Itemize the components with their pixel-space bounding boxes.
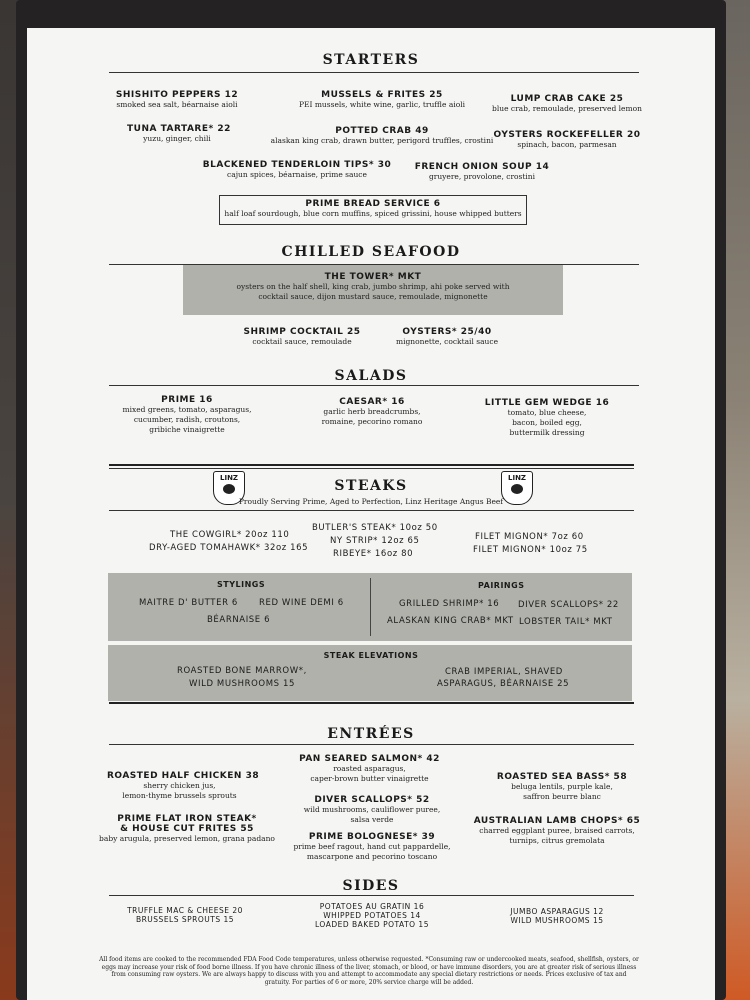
menu-item: MUSSELS & FRITES 25 PEI mussels, white wine, garlic, truffle aioli xyxy=(298,90,466,109)
styling-item: BÉARNAISE 6 xyxy=(207,615,271,625)
steak-item: FILET MIGNON* 10oz 75 xyxy=(473,545,588,555)
menu-item: CAESAR* 16 garlic herb breadcrumbs, romaine, pecorino romano xyxy=(321,397,423,426)
styling-item: MAITRE D' BUTTER 6 xyxy=(139,598,238,608)
elevation-item: ASPARAGUS, BÉARNAISE 25 xyxy=(437,679,570,689)
steak-item: BUTLER'S STEAK* 10oz 50 xyxy=(312,523,438,533)
pairing-item: GRILLED SHRIMP* 16 xyxy=(399,599,500,609)
sides-column: POTATOES AU GRATIN 16 WHIPPED POTATOES 14 LOADED BAKED POTATO 15 xyxy=(315,902,429,929)
steak-elevations-heading: STEAK ELEVATIONS xyxy=(323,651,419,660)
stylings-heading: STYLINGS xyxy=(217,580,266,589)
divider xyxy=(109,464,634,466)
steaks-heading: STEAKS xyxy=(334,478,408,494)
menu-item: LITTLE GEM WEDGE 16 tomato, blue cheese, bacon, boiled egg, buttermilk dressing xyxy=(484,398,610,437)
linz-badge-right: LINZ xyxy=(501,471,533,505)
chilled-seafood-heading: CHILLED SEAFOOD xyxy=(281,244,461,260)
menu-item: OYSTERS ROCKEFELLER 20 spinach, bacon, parmesan xyxy=(493,130,641,149)
menu-item: ROASTED HALF CHICKEN 38 sherry chicken jus, lemon-thyme brussels sprouts xyxy=(107,771,260,800)
styling-item: RED WINE DEMI 6 xyxy=(259,598,344,608)
menu-item: LUMP CRAB CAKE 25 blue crab, remoulade, preserved lemon xyxy=(492,94,642,113)
divider xyxy=(109,744,634,745)
pairing-item: DIVER SCALLOPS* 22 xyxy=(518,600,619,610)
sides-column: TRUFFLE MAC & CHEESE 20 BRUSSELS SPROUTS 15 xyxy=(127,906,243,924)
steak-item: NY STRIP* 12oz 65 xyxy=(330,536,420,546)
steak-item: FILET MIGNON* 7oz 60 xyxy=(475,532,584,542)
pairing-item: ALASKAN KING CRAB* MKT xyxy=(387,616,514,626)
divider xyxy=(109,702,634,704)
menu-item: TUNA TARTARE* 22 yuzu, ginger, chili xyxy=(127,124,231,143)
linz-badge-left: LINZ xyxy=(213,471,245,505)
menu-item: AUSTRALIAN LAMB CHOPS* 65 charred eggplant puree, braised carrots, turnips, citrus gremolata xyxy=(473,816,641,845)
bread-service-box: PRIME BREAD SERVICE 6 half loaf sourdough, blue corn muffins, spiced grissini, house whipped butters xyxy=(219,195,527,225)
menu-item: SHRIMP COCKTAIL 25 cocktail sauce, remoulade xyxy=(243,327,361,346)
salads-heading: SALADS xyxy=(334,368,408,384)
menu-item: POTTED CRAB 49 alaskan king crab, drawn butter, perigord truffles, crostini xyxy=(270,126,494,145)
elevation-item: CRAB IMPERIAL, SHAVED xyxy=(445,667,563,677)
sides-column: JUMBO ASPARAGUS 12 WILD MUSHROOMS 15 xyxy=(510,907,604,925)
divider xyxy=(370,578,371,636)
menu-item: FRENCH ONION SOUP 14 gruyere, provolone, crostini xyxy=(414,162,550,181)
steak-item: THE COWGIRL* 20oz 110 xyxy=(170,530,290,540)
menu-item: BLACKENED TENDERLOIN TIPS* 30 cajun spices, béarnaise, prime sauce xyxy=(202,160,392,179)
menu-item: DIVER SCALLOPS* 52 wild mushrooms, cauliflower puree, salsa verde xyxy=(303,795,441,824)
menu-item: SHISHITO PEPPERS 12 smoked sea salt, béarnaise aioli xyxy=(115,90,239,109)
menu-item: ROASTED SEA BASS* 58 beluga lentils, purple kale, saffron beurre blanc xyxy=(496,772,628,801)
menu-item: PRIME FLAT IRON STEAK* & HOUSE CUT FRITES 55 baby arugula, preserved lemon, grana padano xyxy=(99,814,275,843)
menu-item: PRIME 16 mixed greens, tomato, asparagus, cucumber, radish, croutons, gribiche vinaigrette xyxy=(122,395,252,434)
divider xyxy=(109,72,639,73)
menu-page xyxy=(27,28,715,1000)
menu-item: PAN SEARED SALMON* 42 roasted asparagus, caper-brown butter vinaigrette xyxy=(299,754,440,783)
menu-item: OYSTERS* 25/40 mignonette, cocktail sauce xyxy=(395,327,499,346)
divider xyxy=(109,385,639,386)
starters-heading: STARTERS xyxy=(322,52,420,68)
divider xyxy=(109,468,634,469)
steak-item: DRY-AGED TOMAHAWK* 32oz 165 xyxy=(149,543,309,553)
menu-item-tower: THE TOWER* MKT oysters on the half shell, king crab, jumbo shrimp, ahi poke served with cocktail sauce, dijon mustard sauce, remoulade, mignonette xyxy=(236,272,510,301)
pairing-item: LOBSTER TAIL* MKT xyxy=(519,617,613,627)
elevation-item: WILD MUSHROOMS 15 xyxy=(189,679,295,689)
footer-disclaimer: All food items are cooked to the recommended FDA Food Code temperatures, unless otherwise requested. *Consuming raw or undercooked meats, seafood, shellfish, oysters, or eggs may increase your risk of food borne illness. If you have chronic illness of the liver, stomach, or blood, or have immune disorders, you are at greater risk of serious illness from consuming raw oysters. We are always happy to discuss with you and attempt to accommodate any special dietary restrictions or needs. Prices exclusive of tax and gratuity. For parties of 6 or more, 20% service charge will be added. xyxy=(99,956,639,986)
steaks-subtitle: Proudly Serving Prime, Aged to Perfection, Linz Heritage Angus Beef xyxy=(238,497,504,506)
entrees-heading: ENTRÉES xyxy=(327,726,415,742)
divider xyxy=(109,510,634,511)
steak-item: RIBEYE* 16oz 80 xyxy=(333,549,414,559)
divider xyxy=(109,895,634,896)
elevation-item: ROASTED BONE MARROW*, xyxy=(177,666,307,676)
sides-heading: SIDES xyxy=(342,878,400,894)
menu-item: PRIME BOLOGNESE* 39 prime beef ragout, hand cut pappardelle, mascarpone and pecorino toscano xyxy=(293,832,451,861)
pairings-heading: PAIRINGS xyxy=(478,581,525,590)
